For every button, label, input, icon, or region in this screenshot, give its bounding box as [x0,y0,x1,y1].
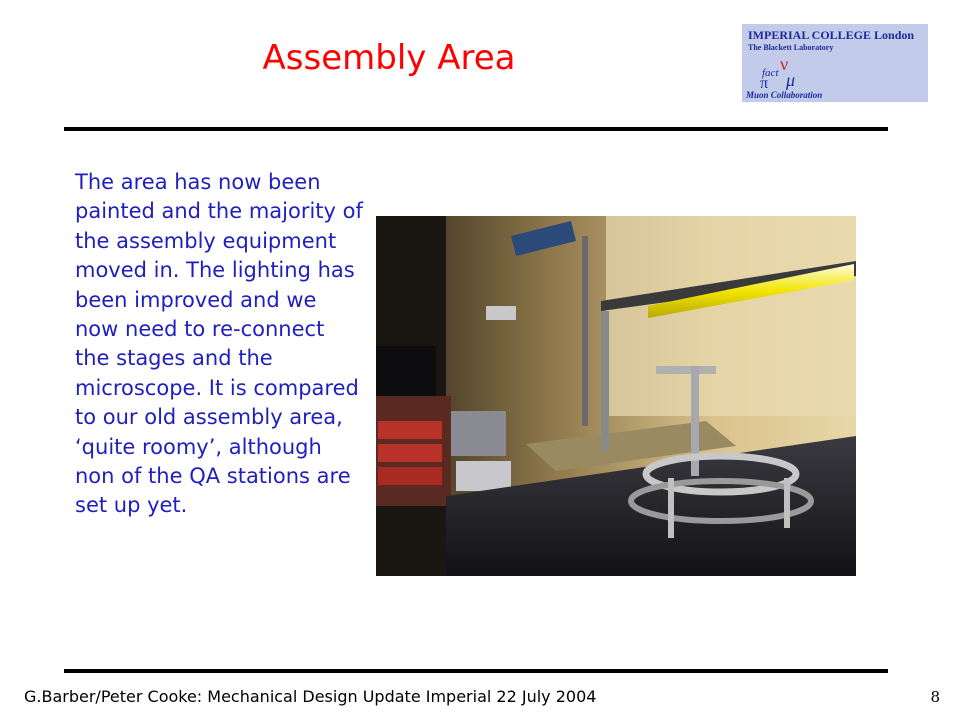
logo-college-name: IMPERIAL COLLEGE London [748,28,915,42]
logo-lab-name: The Blackett Laboratory [748,43,834,52]
assembly-area-photo [376,216,856,576]
top-divider [64,127,888,131]
slide-title: Assembly Area [262,38,516,78]
svg-text:ν: ν [780,54,789,74]
logo-collaboration: Muon Collaboration [746,90,823,100]
slide-footer: G.Barber/Peter Cooke: Mechanical Design Update Imperial 22 July 2004 [24,687,597,706]
imperial-college-logo [742,24,928,102]
nu-fact-logo-icon [758,54,828,90]
svg-text:fact: fact [762,67,779,79]
page-number: 8 [930,688,940,706]
bottom-divider [64,669,888,673]
svg-text:π: π [760,75,769,90]
body-text: The area has now been painted and the majority of the assembly equipment moved in. The lighting has been improved and we now need to re-connect the stages and the microscope. It is compared to our old assembly area, ‘quite roomy’, although non of the QA stations are set up yet. [75,170,363,518]
svg-text:μ: μ [786,70,796,90]
